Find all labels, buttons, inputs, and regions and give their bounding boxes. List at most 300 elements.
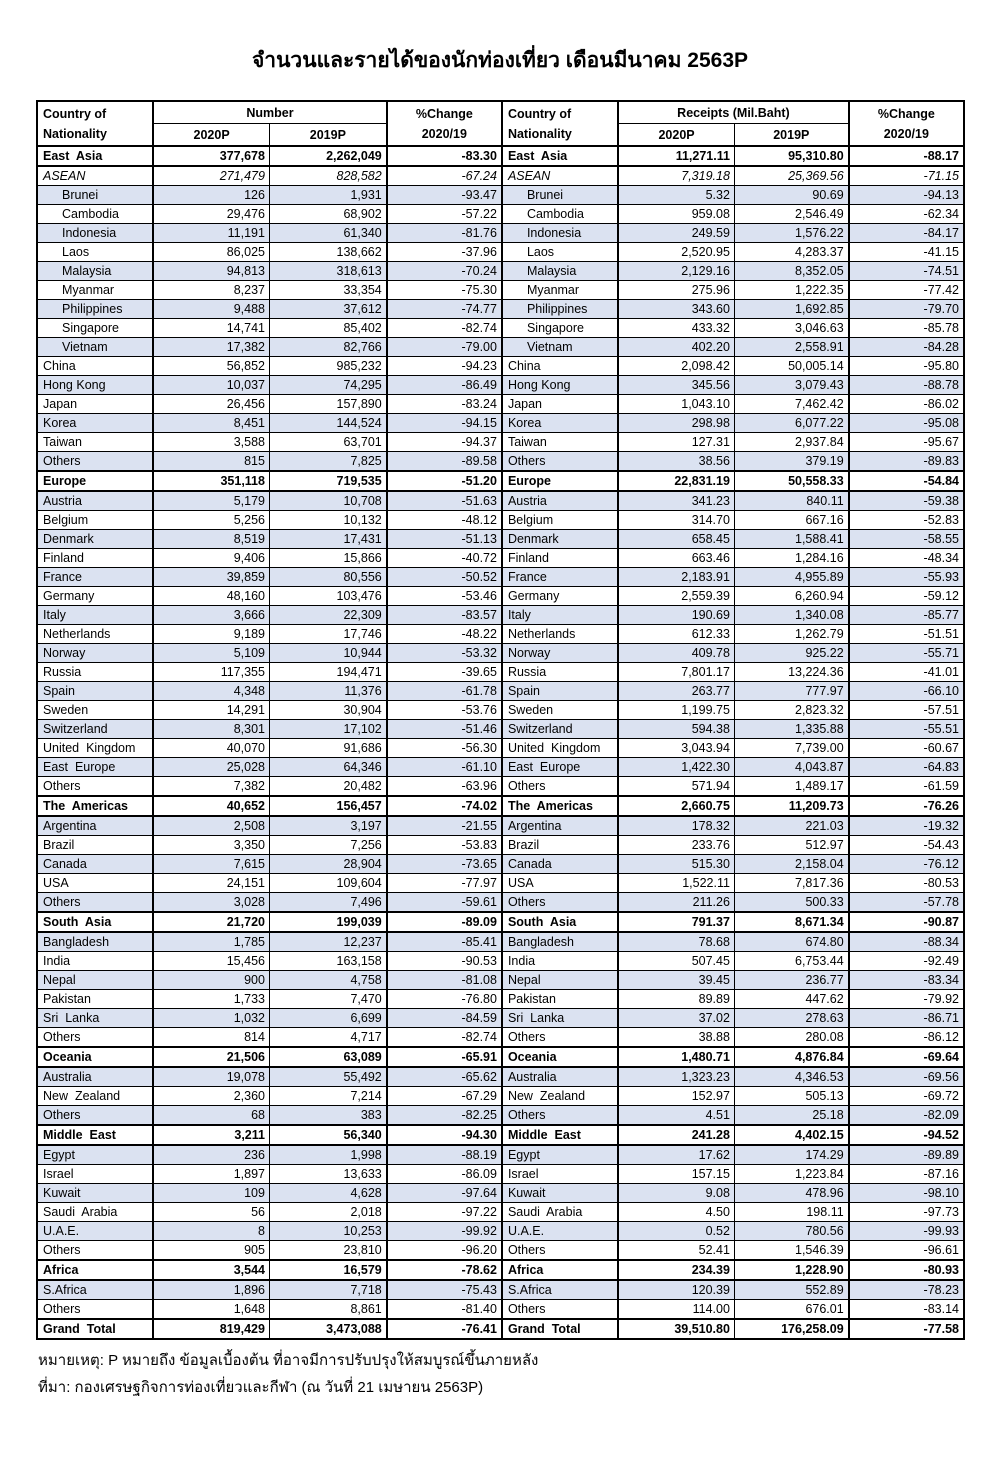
table-row — [37, 816, 964, 836]
receipts-pctchange-cell: -77.58 — [849, 1319, 964, 1339]
receipts-2020-cell: 4.50 — [618, 1203, 734, 1222]
table-row — [37, 568, 964, 587]
country-cell: Others — [37, 777, 153, 797]
receipts-2019-cell: 1,335.88 — [734, 720, 848, 739]
page-title: จำนวนและรายได้ของนักท่องเที่ยว เดือนมีนาคม 2563P — [251, 49, 749, 72]
receipts-2019-cell: 2,937.84 — [734, 433, 848, 452]
number-pctchange-cell: -81.76 — [387, 224, 502, 243]
country-cell: Italy — [37, 606, 153, 625]
country-cell: Egypt — [502, 1145, 618, 1165]
country-cell: Pakistan — [37, 990, 153, 1009]
number-2020-cell: 3,211 — [153, 1125, 269, 1145]
receipts-2019-cell: 4,283.37 — [734, 243, 848, 262]
receipts-2020-cell: 663.46 — [618, 549, 734, 568]
number-2020-cell: 17,382 — [153, 338, 269, 357]
number-2020-cell: 40,070 — [153, 739, 269, 758]
receipts-pctchange-cell: -54.84 — [849, 471, 964, 491]
number-2019-cell: 82,766 — [269, 338, 386, 357]
number-pctchange-cell: -70.24 — [387, 262, 502, 281]
country-cell: Others — [502, 1241, 618, 1261]
receipts-2020-cell: 2,520.95 — [618, 243, 734, 262]
country-cell: Africa — [37, 1260, 153, 1280]
number-pctchange-cell: -40.72 — [387, 549, 502, 568]
country-cell: Cambodia — [37, 205, 153, 224]
country-cell: Australia — [502, 1067, 618, 1087]
country-cell: China — [502, 357, 618, 376]
number-pctchange-cell: -96.20 — [387, 1241, 502, 1261]
country-cell: Oceania — [37, 1047, 153, 1067]
number-2020-cell: 39,859 — [153, 568, 269, 587]
number-pctchange-cell: -76.80 — [387, 990, 502, 1009]
table-row — [37, 836, 964, 855]
number-2019-cell: 1,998 — [269, 1145, 386, 1165]
receipts-pctchange-cell: -69.64 — [849, 1047, 964, 1067]
country-cell: Switzerland — [502, 720, 618, 739]
receipts-2019-cell: 925.22 — [734, 644, 848, 663]
number-2020-cell: 40,652 — [153, 796, 269, 816]
receipts-pctchange-cell: -60.67 — [849, 739, 964, 758]
receipts-pctchange-cell: -97.73 — [849, 1203, 964, 1222]
number-2019-cell: 7,214 — [269, 1087, 386, 1106]
number-2019-cell: 1,931 — [269, 186, 386, 205]
receipts-pctchange-cell: -55.71 — [849, 644, 964, 663]
number-pctchange-cell: -86.49 — [387, 376, 502, 395]
number-2019-cell: 3,197 — [269, 816, 386, 836]
table-row — [37, 281, 964, 300]
country-cell: Malaysia — [502, 262, 618, 281]
number-pctchange-cell: -82.74 — [387, 319, 502, 338]
table-row — [37, 471, 964, 491]
number-2020-cell: 8 — [153, 1222, 269, 1241]
receipts-2019-cell: 4,402.15 — [734, 1125, 848, 1145]
country-cell: Spain — [502, 682, 618, 701]
header-pct-line2: 2020/19 — [883, 126, 929, 141]
receipts-pctchange-cell: -95.67 — [849, 433, 964, 452]
number-2020-cell: 8,301 — [153, 720, 269, 739]
table-row — [37, 452, 964, 472]
country-cell: Europe — [37, 471, 153, 491]
country-cell: Others — [37, 1106, 153, 1126]
number-pctchange-cell: -75.30 — [387, 281, 502, 300]
number-pctchange-cell: -85.41 — [387, 932, 502, 952]
number-pctchange-cell: -97.22 — [387, 1203, 502, 1222]
receipts-pctchange-cell: -84.28 — [849, 338, 964, 357]
table-row — [37, 663, 964, 682]
receipts-pctchange-cell: -79.70 — [849, 300, 964, 319]
receipts-2019-cell: 176,258.09 — [734, 1319, 848, 1339]
receipts-2020-cell: 959.08 — [618, 205, 734, 224]
country-cell: South Asia — [37, 912, 153, 932]
country-cell: Brazil — [37, 836, 153, 855]
number-2019-cell: 144,524 — [269, 414, 386, 433]
number-pctchange-cell: -51.63 — [387, 491, 502, 511]
number-2019-cell: 2,018 — [269, 1203, 386, 1222]
number-2019-cell: 199,039 — [269, 912, 386, 932]
number-2019-cell: 318,613 — [269, 262, 386, 281]
country-cell: France — [37, 568, 153, 587]
table-row — [37, 1028, 964, 1048]
receipts-pctchange-cell: -84.17 — [849, 224, 964, 243]
number-pctchange-cell: -82.25 — [387, 1106, 502, 1126]
receipts-pctchange-cell: -76.26 — [849, 796, 964, 816]
receipts-2020-cell: 571.94 — [618, 777, 734, 797]
country-cell: Others — [37, 1241, 153, 1261]
receipts-2019-cell: 1,340.08 — [734, 606, 848, 625]
number-2020-cell: 1,896 — [153, 1280, 269, 1300]
receipts-pctchange-cell: -88.34 — [849, 932, 964, 952]
table-row — [37, 625, 964, 644]
receipts-2019-cell: 3,046.63 — [734, 319, 848, 338]
receipts-pctchange-cell: -41.15 — [849, 243, 964, 262]
receipts-2020-cell: 7,801.17 — [618, 663, 734, 682]
country-cell: Myanmar — [502, 281, 618, 300]
receipts-2020-cell: 11,271.11 — [618, 146, 734, 166]
receipts-pctchange-cell: -79.92 — [849, 990, 964, 1009]
table-row — [37, 1203, 964, 1222]
number-pctchange-cell: -63.96 — [387, 777, 502, 797]
receipts-2020-cell: 22,831.19 — [618, 471, 734, 491]
number-pctchange-cell: -82.74 — [387, 1028, 502, 1048]
receipts-2020-cell: 1,480.71 — [618, 1047, 734, 1067]
table-row — [37, 376, 964, 395]
table-row — [37, 319, 964, 338]
receipts-pctchange-cell: -69.56 — [849, 1067, 964, 1087]
receipts-2020-cell: 275.96 — [618, 281, 734, 300]
receipts-2020-cell: 2,183.91 — [618, 568, 734, 587]
receipts-2020-cell: 409.78 — [618, 644, 734, 663]
number-2019-cell: 828,582 — [269, 166, 386, 186]
country-cell: ASEAN — [502, 166, 618, 186]
country-cell: Japan — [502, 395, 618, 414]
receipts-2020-cell: 343.60 — [618, 300, 734, 319]
header-pct-line2: 2020/19 — [421, 126, 467, 141]
number-2019-cell: 17,431 — [269, 530, 386, 549]
number-2019-cell: 13,633 — [269, 1165, 386, 1184]
receipts-2019-cell: 8,671.34 — [734, 912, 848, 932]
number-2019-cell: 68,902 — [269, 205, 386, 224]
receipts-2020-cell: 17.62 — [618, 1145, 734, 1165]
receipts-2019-cell: 280.08 — [734, 1028, 848, 1048]
number-2020-cell: 9,189 — [153, 625, 269, 644]
number-2019-cell: 8,861 — [269, 1300, 386, 1320]
receipts-2020-cell: 114.00 — [618, 1300, 734, 1320]
country-cell: Others — [502, 777, 618, 797]
table-row — [37, 682, 964, 701]
number-pctchange-cell: -53.83 — [387, 836, 502, 855]
country-cell: Grand Total — [37, 1319, 153, 1339]
receipts-2020-cell: 249.59 — [618, 224, 734, 243]
receipts-2019-cell: 1,588.41 — [734, 530, 848, 549]
header-pct-line1: %Change — [877, 106, 935, 121]
receipts-pctchange-cell: -57.51 — [849, 701, 964, 720]
receipts-pctchange-cell: -96.61 — [849, 1241, 964, 1261]
table-row — [37, 414, 964, 433]
country-cell: Germany — [502, 587, 618, 606]
receipts-2019-cell: 379.19 — [734, 452, 848, 472]
receipts-2019-cell: 278.63 — [734, 1009, 848, 1028]
receipts-2019-cell: 221.03 — [734, 816, 848, 836]
receipts-2020-cell: 1,043.10 — [618, 395, 734, 414]
number-pctchange-cell: -65.62 — [387, 1067, 502, 1087]
table-row — [37, 1319, 964, 1339]
country-cell: Singapore — [502, 319, 618, 338]
receipts-2019-cell: 552.89 — [734, 1280, 848, 1300]
table-row — [37, 1184, 964, 1203]
receipts-2020-cell: 2,660.75 — [618, 796, 734, 816]
header-year-2020-number: 2020P — [153, 124, 269, 147]
number-pctchange-cell: -61.10 — [387, 758, 502, 777]
receipts-2020-cell: 0.52 — [618, 1222, 734, 1241]
header-country-line1: Country of — [507, 106, 572, 121]
receipts-2020-cell: 433.32 — [618, 319, 734, 338]
country-cell: Philippines — [37, 300, 153, 319]
table-row — [37, 1222, 964, 1241]
receipts-2019-cell: 1,546.39 — [734, 1241, 848, 1261]
country-cell: Netherlands — [37, 625, 153, 644]
table-row — [37, 186, 964, 205]
number-2020-cell: 25,028 — [153, 758, 269, 777]
number-2020-cell: 14,291 — [153, 701, 269, 720]
receipts-2020-cell: 4.51 — [618, 1106, 734, 1126]
receipts-2020-cell: 157.15 — [618, 1165, 734, 1184]
header-year-2020-receipts: 2020P — [618, 124, 734, 147]
country-cell: Myanmar — [37, 281, 153, 300]
header-pct-line1: %Change — [415, 106, 473, 121]
receipts-pctchange-cell: -94.52 — [849, 1125, 964, 1145]
country-cell: U.A.E. — [37, 1222, 153, 1241]
number-pctchange-cell: -74.02 — [387, 796, 502, 816]
number-pctchange-cell: -78.62 — [387, 1260, 502, 1280]
number-2019-cell: 17,102 — [269, 720, 386, 739]
country-cell: Belgium — [502, 511, 618, 530]
number-2019-cell: 11,376 — [269, 682, 386, 701]
table-row — [37, 491, 964, 511]
country-cell: Denmark — [502, 530, 618, 549]
table-row — [37, 1165, 964, 1184]
country-cell: Indonesia — [37, 224, 153, 243]
number-2019-cell: 157,890 — [269, 395, 386, 414]
number-2019-cell: 10,253 — [269, 1222, 386, 1241]
number-2019-cell: 3,473,088 — [269, 1319, 386, 1339]
receipts-pctchange-cell: -55.51 — [849, 720, 964, 739]
number-pctchange-cell: -99.92 — [387, 1222, 502, 1241]
receipts-pctchange-cell: -86.02 — [849, 395, 964, 414]
receipts-2020-cell: 211.26 — [618, 893, 734, 913]
number-2019-cell: 7,256 — [269, 836, 386, 855]
number-2019-cell: 63,089 — [269, 1047, 386, 1067]
country-cell: Middle East — [502, 1125, 618, 1145]
country-cell: Germany — [37, 587, 153, 606]
receipts-pctchange-cell: -80.93 — [849, 1260, 964, 1280]
table-row — [37, 952, 964, 971]
number-2019-cell: 23,810 — [269, 1241, 386, 1261]
country-cell: Sweden — [37, 701, 153, 720]
number-2020-cell: 377,678 — [153, 146, 269, 166]
receipts-2020-cell: 594.38 — [618, 720, 734, 739]
receipts-pctchange-cell: -92.49 — [849, 952, 964, 971]
country-cell: Egypt — [37, 1145, 153, 1165]
receipts-pctchange-cell: -51.51 — [849, 625, 964, 644]
table-row — [37, 1145, 964, 1165]
receipts-2020-cell: 2,559.39 — [618, 587, 734, 606]
receipts-pctchange-cell: -55.93 — [849, 568, 964, 587]
receipts-pctchange-cell: -78.23 — [849, 1280, 964, 1300]
number-pctchange-cell: -77.97 — [387, 874, 502, 893]
number-pctchange-cell: -94.30 — [387, 1125, 502, 1145]
receipts-2019-cell: 11,209.73 — [734, 796, 848, 816]
receipts-2019-cell: 1,223.84 — [734, 1165, 848, 1184]
number-2020-cell: 2,508 — [153, 816, 269, 836]
receipts-2020-cell: 1,199.75 — [618, 701, 734, 720]
country-cell: Russia — [37, 663, 153, 682]
receipts-pctchange-cell: -83.34 — [849, 971, 964, 990]
receipts-pctchange-cell: -77.42 — [849, 281, 964, 300]
table-row — [37, 1260, 964, 1280]
receipts-2020-cell: 120.39 — [618, 1280, 734, 1300]
table-row — [37, 874, 964, 893]
number-2020-cell: 815 — [153, 452, 269, 472]
number-pctchange-cell: -39.65 — [387, 663, 502, 682]
number-2019-cell: 91,686 — [269, 739, 386, 758]
country-cell: East Europe — [37, 758, 153, 777]
header-receipts-group: Receipts (Mil.Baht) — [618, 101, 848, 124]
country-cell: Sweden — [502, 701, 618, 720]
country-cell: Others — [37, 1028, 153, 1048]
number-2020-cell: 3,350 — [153, 836, 269, 855]
receipts-2019-cell: 25,369.56 — [734, 166, 848, 186]
receipts-2019-cell: 2,546.49 — [734, 205, 848, 224]
number-2020-cell: 94,813 — [153, 262, 269, 281]
country-cell: Nepal — [37, 971, 153, 990]
number-2019-cell: 103,476 — [269, 587, 386, 606]
number-2019-cell: 719,535 — [269, 471, 386, 491]
country-cell: Saudi Arabia — [37, 1203, 153, 1222]
number-pctchange-cell: -53.32 — [387, 644, 502, 663]
country-cell: Nepal — [502, 971, 618, 990]
header-year-2019-receipts: 2019P — [734, 124, 848, 147]
receipts-2020-cell: 2,098.42 — [618, 357, 734, 376]
number-pctchange-cell: -37.96 — [387, 243, 502, 262]
table-row — [37, 1009, 964, 1028]
country-cell: Israel — [502, 1165, 618, 1184]
country-cell: Brunei — [502, 186, 618, 205]
country-cell: South Asia — [502, 912, 618, 932]
number-2019-cell: 2,262,049 — [269, 146, 386, 166]
table-row — [37, 433, 964, 452]
receipts-2019-cell: 2,558.91 — [734, 338, 848, 357]
receipts-pctchange-cell: -80.53 — [849, 874, 964, 893]
receipts-2019-cell: 478.96 — [734, 1184, 848, 1203]
receipts-2020-cell: 39.45 — [618, 971, 734, 990]
receipts-2019-cell: 6,260.94 — [734, 587, 848, 606]
receipts-pctchange-cell: -86.71 — [849, 1009, 964, 1028]
number-2019-cell: 63,701 — [269, 433, 386, 452]
number-2020-cell: 1,032 — [153, 1009, 269, 1028]
country-cell: Japan — [37, 395, 153, 414]
table-row — [37, 224, 964, 243]
receipts-2020-cell: 37.02 — [618, 1009, 734, 1028]
country-cell: Others — [37, 893, 153, 913]
number-2019-cell: 156,457 — [269, 796, 386, 816]
receipts-pctchange-cell: -76.12 — [849, 855, 964, 874]
receipts-2019-cell: 505.13 — [734, 1087, 848, 1106]
number-2020-cell: 4,348 — [153, 682, 269, 701]
receipts-pctchange-cell: -87.16 — [849, 1165, 964, 1184]
number-pctchange-cell: -48.22 — [387, 625, 502, 644]
number-pctchange-cell: -94.37 — [387, 433, 502, 452]
receipts-pctchange-cell: -69.72 — [849, 1087, 964, 1106]
receipts-2019-cell: 1,222.35 — [734, 281, 848, 300]
receipts-2020-cell: 52.41 — [618, 1241, 734, 1261]
receipts-pctchange-cell: -58.55 — [849, 530, 964, 549]
table-row — [37, 205, 964, 224]
receipts-2019-cell: 674.80 — [734, 932, 848, 952]
receipts-2019-cell: 174.29 — [734, 1145, 848, 1165]
number-2020-cell: 1,648 — [153, 1300, 269, 1320]
receipts-2019-cell: 500.33 — [734, 893, 848, 913]
receipts-2019-cell: 780.56 — [734, 1222, 848, 1241]
number-2020-cell: 29,476 — [153, 205, 269, 224]
number-2019-cell: 22,309 — [269, 606, 386, 625]
country-cell: Austria — [37, 491, 153, 511]
country-cell: S.Africa — [37, 1280, 153, 1300]
receipts-pctchange-cell: -85.77 — [849, 606, 964, 625]
country-cell: The Americas — [502, 796, 618, 816]
receipts-pctchange-cell: -88.17 — [849, 146, 964, 166]
number-pctchange-cell: -57.22 — [387, 205, 502, 224]
country-cell: United Kingdom — [37, 739, 153, 758]
country-cell: Vietnam — [502, 338, 618, 357]
number-pctchange-cell: -59.61 — [387, 893, 502, 913]
country-cell: East Asia — [37, 146, 153, 166]
number-2019-cell: 17,746 — [269, 625, 386, 644]
table-row — [37, 606, 964, 625]
footnote-note: หมายเหตุ: P หมายถึง ข้อมูลเบื้องต้น ที่อาจมีการปรับปรุงให้สมบูรณ์ขึ้นภายหลัง — [38, 1352, 539, 1369]
number-pctchange-cell: -83.24 — [387, 395, 502, 414]
country-cell: Bangladesh — [502, 932, 618, 952]
country-cell: Russia — [502, 663, 618, 682]
receipts-2019-cell: 1,576.22 — [734, 224, 848, 243]
receipts-pctchange-cell: -86.12 — [849, 1028, 964, 1048]
country-cell: The Americas — [37, 796, 153, 816]
country-cell: Denmark — [37, 530, 153, 549]
number-2020-cell: 21,506 — [153, 1047, 269, 1067]
number-2020-cell: 19,078 — [153, 1067, 269, 1087]
receipts-pctchange-cell: -99.93 — [849, 1222, 964, 1241]
table-row — [37, 971, 964, 990]
table-row — [37, 758, 964, 777]
receipts-2020-cell: 38.56 — [618, 452, 734, 472]
number-pctchange-cell: -89.09 — [387, 912, 502, 932]
country-cell: Kuwait — [37, 1184, 153, 1203]
number-pctchange-cell: -51.20 — [387, 471, 502, 491]
receipts-2019-cell: 8,352.05 — [734, 262, 848, 281]
receipts-2019-cell: 840.11 — [734, 491, 848, 511]
number-2020-cell: 900 — [153, 971, 269, 990]
country-cell: Norway — [502, 644, 618, 663]
country-cell: Indonesia — [502, 224, 618, 243]
receipts-pctchange-cell: -98.10 — [849, 1184, 964, 1203]
number-2020-cell: 8,237 — [153, 281, 269, 300]
receipts-2019-cell: 447.62 — [734, 990, 848, 1009]
receipts-2019-cell: 667.16 — [734, 511, 848, 530]
country-cell: United Kingdom — [502, 739, 618, 758]
country-cell: Others — [502, 452, 618, 472]
number-2019-cell: 985,232 — [269, 357, 386, 376]
number-2019-cell: 10,132 — [269, 511, 386, 530]
table-row — [37, 893, 964, 913]
number-2019-cell: 138,662 — [269, 243, 386, 262]
